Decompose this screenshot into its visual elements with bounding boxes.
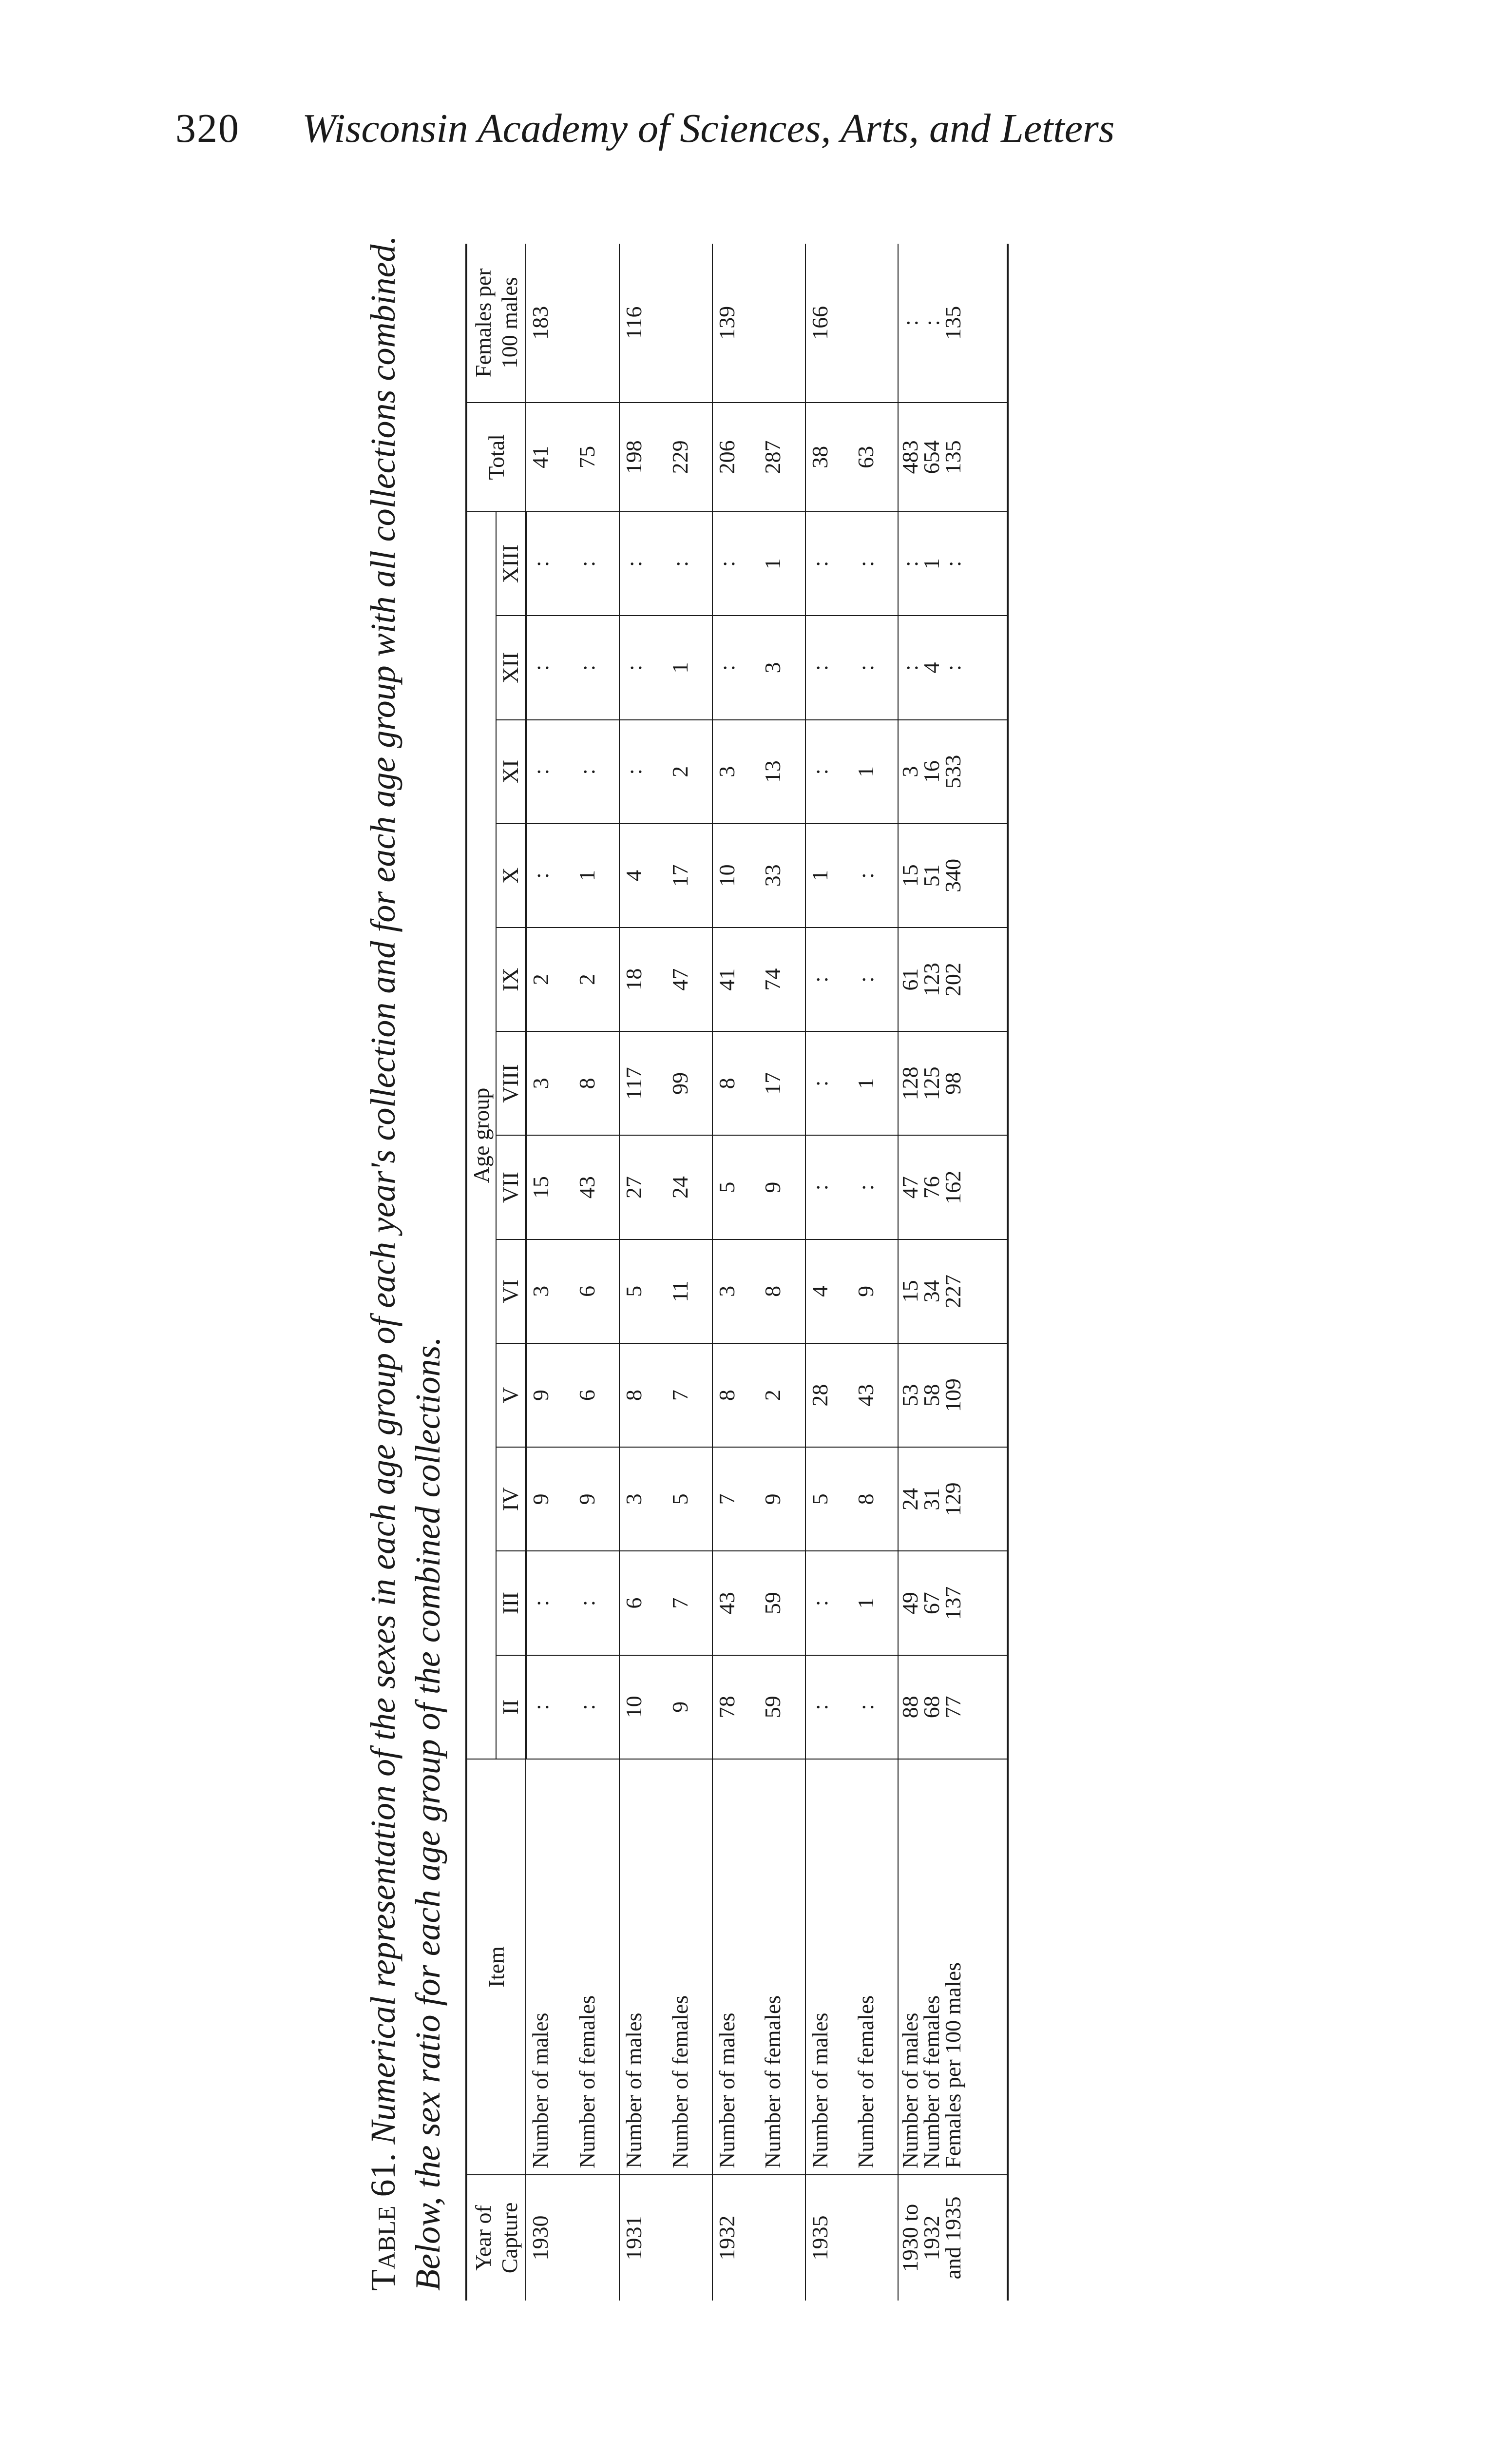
combined-value-cell	[898, 1136, 1008, 1239]
header-females-per-100-males: Females per 100 males	[466, 244, 526, 403]
header-item: Item	[466, 1759, 526, 2175]
value-cell: 1	[666, 616, 712, 719]
combined-total: 483	[898, 440, 923, 474]
value-cell: :	[619, 720, 666, 824]
year-cell: 1935	[805, 2175, 899, 2301]
combined-value: 67	[919, 1592, 944, 1615]
value-cell: 2	[759, 1343, 805, 1447]
combined-value: 340	[940, 858, 966, 892]
combined-item: Females per 100 males	[940, 1962, 966, 2168]
ratio-cell: 116	[619, 244, 712, 403]
combined-item-cell	[898, 1759, 1008, 2175]
value-cell: 99	[666, 1031, 712, 1135]
combined-value: 31	[919, 1488, 944, 1510]
value-cell: :	[712, 512, 759, 616]
value-cell: 43	[852, 1343, 898, 1447]
combined-year-cell	[898, 2175, 1008, 2301]
value-cell: 1	[805, 824, 852, 928]
value-cell: 11	[666, 1239, 712, 1343]
value-cell: 3	[619, 1447, 666, 1551]
value-cell: :	[573, 720, 619, 824]
combined-value-cell	[898, 1447, 1008, 1551]
combined-value: :	[940, 664, 966, 671]
year-cell: 1930	[526, 2175, 619, 2301]
total-cell: 229	[666, 403, 712, 512]
combined-value-cell	[898, 720, 1008, 824]
value-cell: 74	[759, 928, 805, 1031]
value-cell: :	[852, 616, 898, 719]
combined-ratio-cell	[898, 244, 1008, 403]
combined-value: 49	[898, 1592, 923, 1615]
combined-value-cell	[898, 1343, 1008, 1447]
value-cell: :	[526, 616, 573, 719]
combined-value: 1	[919, 558, 944, 570]
combined-value: 58	[919, 1384, 944, 1407]
combined-total: 135	[940, 440, 966, 474]
value-cell: 2	[573, 928, 619, 1031]
table-row	[573, 244, 619, 2301]
value-cell: 33	[759, 824, 805, 928]
value-cell: 9	[526, 1447, 573, 1551]
combined-value: 109	[940, 1378, 966, 1412]
total-cell: 287	[759, 403, 805, 512]
value-cell: :	[526, 720, 573, 824]
value-cell: 41	[712, 928, 759, 1031]
value-cell: :	[619, 616, 666, 719]
combined-value: :	[940, 561, 966, 567]
item-cell: Number of females	[759, 1759, 805, 2175]
value-cell: 24	[666, 1136, 712, 1239]
total-cell: 75	[573, 403, 619, 512]
combined-value: 129	[940, 1482, 966, 1516]
value-cell: 8	[573, 1031, 619, 1135]
combined-value-cell	[898, 512, 1008, 616]
combined-value: 98	[940, 1072, 966, 1095]
combined-ratio: :	[919, 319, 944, 326]
combined-item: Number of males	[898, 2012, 923, 2168]
combined-value: :	[898, 561, 923, 567]
value-cell: 43	[573, 1136, 619, 1239]
value-cell: :	[805, 512, 852, 616]
value-cell: 47	[666, 928, 712, 1031]
value-cell: 4	[805, 1239, 852, 1343]
total-cell: 38	[805, 403, 852, 512]
combined-value: 88	[898, 1696, 923, 1719]
item-cell: Number of females	[573, 1759, 619, 2175]
combined-item: Number of females	[919, 1995, 944, 2168]
header-age-x: X	[496, 824, 526, 928]
value-cell: 9	[852, 1239, 898, 1343]
value-cell: 27	[619, 1136, 666, 1239]
year-cell: 1931	[619, 2175, 712, 2301]
combined-value: 15	[898, 864, 923, 887]
combined-ratio: 135	[940, 306, 966, 340]
combined-value-cell	[898, 824, 1008, 928]
combined-row	[898, 244, 1008, 2301]
year-cell: 1932	[712, 2175, 805, 2301]
sex-ratio-table	[465, 244, 1009, 2301]
combined-value: 125	[919, 1066, 944, 1101]
item-cell: Number of females	[666, 1759, 712, 2175]
value-cell: 8	[712, 1343, 759, 1447]
value-cell: 9	[666, 1655, 712, 1759]
combined-value: 123	[919, 963, 944, 997]
combined-value: 162	[940, 1170, 966, 1204]
value-cell: 1	[573, 824, 619, 928]
total-cell: 206	[712, 403, 759, 512]
combined-value: 76	[919, 1176, 944, 1199]
value-cell: 6	[619, 1551, 666, 1655]
header-age-v: V	[496, 1343, 526, 1447]
value-cell: 59	[759, 1655, 805, 1759]
value-cell: :	[573, 1551, 619, 1655]
value-cell: :	[805, 1031, 852, 1135]
total-cell: 41	[526, 403, 573, 512]
table-row	[619, 244, 666, 2301]
value-cell: 10	[712, 824, 759, 928]
value-cell: 1	[852, 720, 898, 824]
value-cell: :	[805, 1136, 852, 1239]
value-cell: :	[852, 1136, 898, 1239]
header-age-xii: XII	[496, 616, 526, 719]
caption-number: 61.	[364, 2153, 402, 2197]
table-caption	[361, 214, 450, 2291]
value-cell: 3	[526, 1239, 573, 1343]
value-cell: 5	[619, 1239, 666, 1343]
value-cell: :	[526, 824, 573, 928]
value-cell: 3	[526, 1031, 573, 1135]
value-cell: 7	[666, 1551, 712, 1655]
value-cell: :	[619, 512, 666, 616]
value-cell: 2	[666, 720, 712, 824]
header-age-vi: VI	[496, 1239, 526, 1343]
value-cell: :	[852, 928, 898, 1031]
value-cell: 10	[619, 1655, 666, 1759]
combined-value-cell	[898, 928, 1008, 1031]
value-cell: 7	[712, 1447, 759, 1551]
value-cell: 6	[573, 1343, 619, 1447]
value-cell: :	[526, 1655, 573, 1759]
combined-value: 137	[940, 1586, 966, 1620]
value-cell: 3	[712, 1239, 759, 1343]
value-cell: :	[852, 512, 898, 616]
combined-year-line: and 1935	[940, 2196, 966, 2280]
combined-value: 16	[919, 760, 944, 783]
combined-year-line: 1930 to 1932	[898, 2204, 944, 2272]
value-cell: 6	[573, 1239, 619, 1343]
value-cell: :	[573, 512, 619, 616]
value-cell: 1	[759, 512, 805, 616]
value-cell: 1	[852, 1551, 898, 1655]
combined-value-cell	[898, 1655, 1008, 1759]
item-cell: Number of males	[712, 1759, 759, 2175]
value-cell: 117	[619, 1031, 666, 1135]
value-cell: :	[805, 616, 852, 719]
value-cell: 43	[712, 1551, 759, 1655]
value-cell: 8	[619, 1343, 666, 1447]
caption-text: Numerical representation of the sexes in each age group of each year's collection and for each age group with all collections combined. Below, the sex ratio for each age group of the combined collections.	[364, 235, 447, 2291]
header-age-ii: II	[496, 1655, 526, 1759]
value-cell: 7	[666, 1343, 712, 1447]
combined-total-cell	[898, 403, 1008, 512]
value-cell: 8	[712, 1031, 759, 1135]
value-cell: :	[526, 1551, 573, 1655]
combined-value: 227	[940, 1274, 966, 1308]
combined-value-cell	[898, 1551, 1008, 1655]
header-age-viii: VIII	[496, 1031, 526, 1135]
combined-value: 533	[940, 754, 966, 789]
value-cell: 9	[759, 1447, 805, 1551]
item-cell: Number of males	[526, 1759, 573, 2175]
rotated-table-block	[361, 214, 1355, 2320]
caption-label: Table	[364, 2205, 402, 2291]
value-cell: :	[805, 928, 852, 1031]
combined-value: 34	[919, 1280, 944, 1303]
combined-value: 24	[898, 1488, 923, 1510]
header-age-iv: IV	[496, 1447, 526, 1551]
value-cell: :	[852, 1655, 898, 1759]
table-row	[759, 244, 805, 2301]
total-cell: 63	[852, 403, 898, 512]
combined-ratio: :	[898, 319, 923, 326]
value-cell: 78	[712, 1655, 759, 1759]
value-cell: 9	[759, 1136, 805, 1239]
value-cell: 59	[759, 1551, 805, 1655]
value-cell: 4	[619, 824, 666, 928]
value-cell: 9	[573, 1447, 619, 1551]
value-cell: 9	[526, 1343, 573, 1447]
combined-value: 53	[898, 1384, 923, 1407]
total-cell: 198	[619, 403, 666, 512]
value-cell: :	[805, 720, 852, 824]
value-cell: :	[526, 512, 573, 616]
value-cell: :	[666, 512, 712, 616]
table-row	[526, 244, 573, 2301]
value-cell: :	[852, 824, 898, 928]
running-title: Wisconsin Academy of Sciences, Arts, and Letters	[302, 106, 1115, 151]
combined-value: 51	[919, 864, 944, 887]
combined-value: 128	[898, 1066, 923, 1101]
combined-value: 47	[898, 1176, 923, 1199]
combined-value: 4	[919, 662, 944, 674]
value-cell: 3	[712, 720, 759, 824]
page-number: 320	[175, 106, 240, 151]
combined-value: 202	[940, 963, 966, 997]
value-cell: 18	[619, 928, 666, 1031]
value-cell: 8	[852, 1447, 898, 1551]
header-age-xiii: XIII	[496, 512, 526, 616]
combined-value: 68	[919, 1696, 944, 1719]
table-row	[666, 244, 712, 2301]
header-age-group: Age group	[466, 512, 496, 1759]
combined-total: 654	[919, 440, 944, 474]
header-total: Total	[466, 403, 526, 512]
item-cell: Number of females	[852, 1759, 898, 2175]
combined-value-cell	[898, 1239, 1008, 1343]
value-cell: 28	[805, 1343, 852, 1447]
combined-value: 15	[898, 1280, 923, 1303]
value-cell: 5	[712, 1136, 759, 1239]
value-cell: :	[805, 1551, 852, 1655]
table-row	[852, 244, 898, 2301]
value-cell: :	[712, 616, 759, 719]
header-age-ix: IX	[496, 928, 526, 1031]
value-cell: 1	[852, 1031, 898, 1135]
value-cell: 17	[759, 1031, 805, 1135]
value-cell: 13	[759, 720, 805, 824]
value-cell: :	[805, 1655, 852, 1759]
value-cell: 8	[759, 1239, 805, 1343]
header-age-xi: XI	[496, 720, 526, 824]
combined-value: 61	[898, 968, 923, 991]
item-cell: Number of males	[619, 1759, 666, 2175]
item-cell: Number of males	[805, 1759, 852, 2175]
value-cell: 5	[805, 1447, 852, 1551]
combined-value: :	[898, 664, 923, 671]
combined-value-cell	[898, 616, 1008, 719]
ratio-cell: 166	[805, 244, 899, 403]
table-row	[805, 244, 852, 2301]
value-cell: 5	[666, 1447, 712, 1551]
value-cell: :	[573, 616, 619, 719]
value-cell: 17	[666, 824, 712, 928]
table-row	[712, 244, 759, 2301]
header-year-of-capture: Year of Capture	[466, 2175, 526, 2301]
combined-value-cell	[898, 1031, 1008, 1135]
value-cell: 2	[526, 928, 573, 1031]
value-cell: 3	[759, 616, 805, 719]
value-cell: :	[573, 1655, 619, 1759]
ratio-cell: 139	[712, 244, 805, 403]
page-header	[0, 105, 1512, 163]
value-cell: 15	[526, 1136, 573, 1239]
ratio-cell: 183	[526, 244, 619, 403]
header-age-iii: III	[496, 1551, 526, 1655]
header-age-vii: VII	[496, 1136, 526, 1239]
combined-value: 3	[898, 766, 923, 777]
combined-value: 77	[940, 1696, 966, 1719]
